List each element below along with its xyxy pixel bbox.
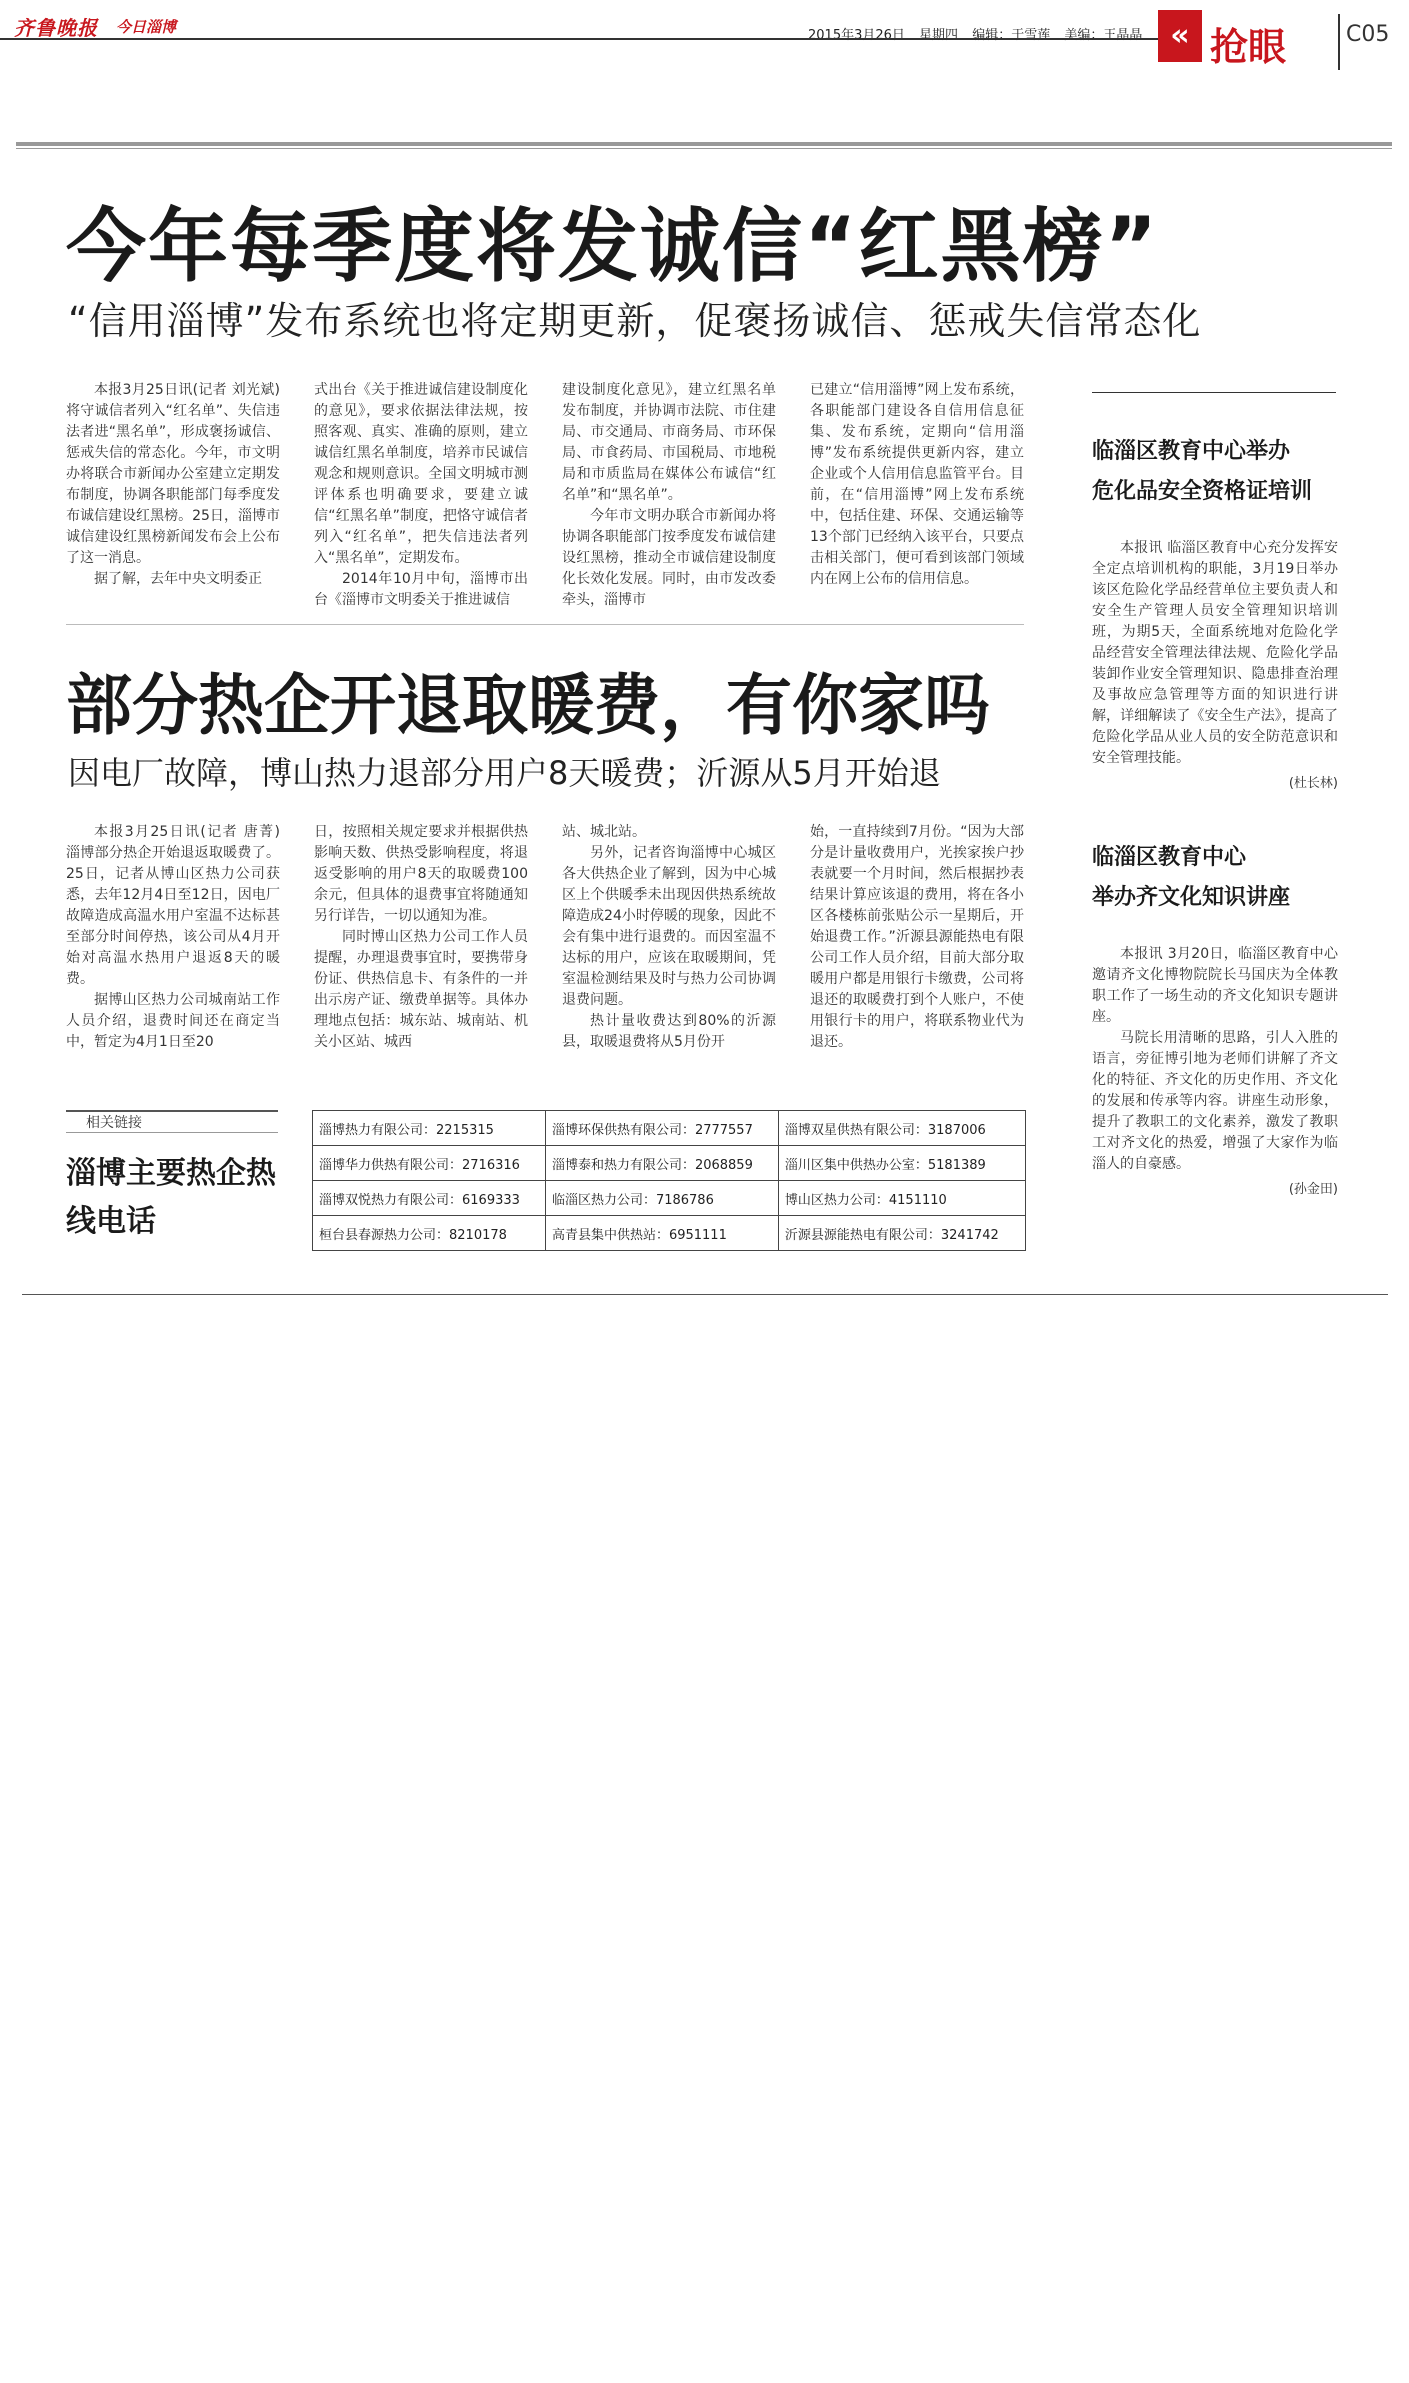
byline: (杜长林) xyxy=(1288,776,1338,791)
story-divider xyxy=(66,624,1024,625)
bottom-rule xyxy=(22,1294,1388,1295)
paragraph: 式出台《关于推进诚信建设制度化的意见》，要求依据法律法规，按照客观、真实、准确的原则，建立诚信红黑名单制度，培养市民诚信观念和规则意识。全国文明城市测评体系也明确要求，要建立诚信“红黑名单”制度，把恪守诚信者列入“红名单”，把失信违法者列入“黑名单”，定期发布。 xyxy=(314,382,528,566)
paragraph: 日，按照相关规定要求并根据供热影响天数、供热受影响程度，将退返受影响的用户8天的取暖费100余元，但具体的退费事宜将随通知另行详告，一切以通知为准。 xyxy=(314,824,528,924)
paragraph: 同时博山区热力公司工作人员提醒，办理退费事宜时，要携带身份证、供热信息卡、有条件的一并出示房产证、缴费单据等。具体办理地点包括：城东站、城南站、机关小区站、城西 xyxy=(314,929,528,1050)
paragraph: 2014年10月中旬，淄博市出台《淄博市文明委关于推进诚信 xyxy=(314,571,528,608)
headline-line: 临淄区教育中心 xyxy=(1092,845,1247,870)
table-row xyxy=(313,1146,1026,1181)
paragraph: 据博山区热力公司城南站工作人员介绍，退费时间还在商定当中，暂定为4月1日至20 xyxy=(66,992,280,1050)
paragraph: 本报讯 临淄区教育中心充分发挥安全定点培训机构的职能，3月19日举办该区危险化学品经营单位主要负责人和安全生产管理人员安全管理知识培训班，为期5天，全面系统地对危险化学品经营安全管理法律法规、危险化学品装卸作业安全管理知识、隐患排查治理及事故应急管理等方面的知识进行讲解，详细解读了《安全生产法》，提高了危险化学品从业人员的安全防范意识和安全管理技能。 xyxy=(1092,540,1338,766)
story1-column-4 xyxy=(810,380,1024,590)
paragraph: 本报3月25日讯(记者 唐菁) 淄博部分热企开始退返取暖费了。25日，记者从博山区热力公司获悉，去年12月4日至12日，因电厂故障造成高温水用户室温不达标甚至部分时间停热，该公司从4月开始对高温水热用户退返8天的暖费。 xyxy=(66,824,280,987)
hotline-table xyxy=(312,1110,1026,1251)
paragraph: 今年市文明办联合市新闻办将协调各职能部门按季度发布诚信建设红黑榜，推动全市诚信建设制度化长效化发展。同时，由市发改委牵头，淄博市 xyxy=(562,508,776,608)
paper-name: 齐鲁晚报 xyxy=(14,16,98,40)
paragraph: 已建立“信用淄博”网上发布系统，各职能部门建设各自信用信息征集、发布系统，定期向“信用淄博”发布系统提供更新内容，建立企业或个人信用信息监管平台。目前，在“信用淄博”网上发布系统中，包括住建、环保、交通运输等13个部门已经纳入该平台，只要点击相关部门，便可看到该部门领域内在网上公布的信用信息。 xyxy=(810,382,1024,587)
chevron-left-icon: « xyxy=(1158,10,1202,62)
related-tag-label: 相关链接 xyxy=(86,1115,142,1131)
table-cell: 高青县集中供热站：6951111 xyxy=(545,1216,778,1251)
related-tag xyxy=(66,1110,278,1133)
table-cell: 淄博泰和热力有限公司：2068859 xyxy=(545,1146,778,1181)
byline: (孙金田) xyxy=(1288,1182,1338,1197)
story2-column-4 xyxy=(810,822,1024,1053)
paragraph: 始，一直持续到7月份。“因为大部分是计量收费用户，光挨家挨户抄表就要一个月时间，然后根据抄表结果计算应该退的费用，将在各小区各楼栋前张贴公示一星期后，开始退费工作。”沂源县源能热电有限公司工作人员介绍，目前大部分取暖用户都是用银行卡缴费，公司将退还的取暖费打到个人账户，不使用银行卡的用户，将联系物业代为退还。 xyxy=(810,824,1024,1050)
sidebar-story2-headline xyxy=(1092,838,1352,918)
dateline xyxy=(808,24,1152,43)
table-cell: 淄博环保供热有限公司：2777557 xyxy=(545,1111,778,1146)
table-cell: 桓台县春源热力公司：8210178 xyxy=(313,1216,546,1251)
paragraph: 马院长用清晰的思路，引人入胜的语言，旁征博引地为老师们讲解了齐文化的特征、齐文化的历史作用、齐文化的发展和传承等内容。讲座生动形象，提升了教职工的文化素养，激发了教职工对齐文化的热爱，增强了大家作为临淄人的自豪感。 xyxy=(1092,1030,1338,1172)
table-cell: 临淄区热力公司：7186786 xyxy=(545,1181,778,1216)
page-tag: 抢眼 xyxy=(1210,25,1287,69)
top-divider xyxy=(16,142,1392,146)
headline-line: 临淄区教育中心举办 xyxy=(1092,439,1291,464)
issue-date: 2015年3月26日 xyxy=(808,28,905,43)
paragraph: 本报讯 3月20日，临淄区教育中心邀请齐文化博物院院长马国庆为全体教职工作了一场生动的齐文化知识专题讲座。 xyxy=(1092,946,1338,1025)
designer-credit: 美编：王晶晶 xyxy=(1064,28,1143,43)
story1-column-1 xyxy=(66,380,280,590)
sidebar-story1-body xyxy=(1092,538,1338,794)
top-divider-thin xyxy=(16,148,1392,149)
header-rule xyxy=(0,38,1160,40)
issue-weekday: 星期四 xyxy=(919,28,959,43)
section-name: 今日淄博 xyxy=(116,18,177,36)
table-cell: 淄博双悦热力有限公司：6169333 xyxy=(313,1181,546,1216)
story1-column-2 xyxy=(314,380,528,611)
related-title: 淄博主要热企热线电话 xyxy=(66,1156,276,1239)
sidebar-rule xyxy=(1092,392,1336,393)
paragraph: 本报3月25日讯(记者 刘光斌) 将守诚信者列入“红名单”、失信违法者进“黑名单”，形成褒扬诚信、惩戒失信的常态化。今年，市文明办将联合市新闻办公室建立定期发布制度，协调各职能部门每季度发布诚信建设红黑榜。25日，淄博市诚信建设红黑榜新闻发布会上公布了这一消息。 xyxy=(66,382,280,566)
paragraph: 另外，记者咨询淄博中心城区各大供热企业了解到，因为中心城区上个供暖季未出现因供热系统故障造成24小时停暖的现象，因此不会有集中进行退费的。而因室温不达标的用户，应该在取暖期间，凭室温检测结果及时与热力公司协调退费问题。 xyxy=(562,845,776,1008)
story2-column-1 xyxy=(66,822,280,1053)
table-row xyxy=(313,1216,1026,1251)
table-cell: 博山区热力公司：4151110 xyxy=(778,1181,1025,1216)
table-cell: 沂源县源能热电有限公司：3241742 xyxy=(778,1216,1025,1251)
editor-credit: 编辑：于雪莲 xyxy=(972,28,1051,43)
paragraph: 据了解，去年中央文明委正 xyxy=(94,571,262,587)
sidebar-story1-headline xyxy=(1092,432,1352,512)
paragraph: 站、城北站。 xyxy=(562,824,646,840)
table-cell: 淄川区集中供热办公室：5181389 xyxy=(778,1146,1025,1181)
story2-column-2 xyxy=(314,822,528,1053)
tag-divider xyxy=(1338,14,1340,70)
table-row xyxy=(313,1181,1026,1216)
page-number: C05 xyxy=(1346,22,1390,47)
table-row xyxy=(313,1111,1026,1146)
story2-subheadline: 因电厂故障，博山热力退部分用户8天暖费；沂源从5月开始退 xyxy=(68,754,941,792)
table-cell: 淄博热力有限公司：2215315 xyxy=(313,1111,546,1146)
story1-subheadline: “信用淄博”发布系统也将定期更新，促褒扬诚信、惩戒失信常态化 xyxy=(68,299,1202,343)
paragraph: 建设制度化意见》，建立红黑名单发布制度，并协调市法院、市住建局、市交通局、市商务局、市环保局、市食药局、市国税局、市地税局和市质监局在媒体公布诚信“红名单”和“黑名单”。 xyxy=(562,382,776,503)
table-cell: 淄博华力供热有限公司：2716316 xyxy=(313,1146,546,1181)
headline-line: 举办齐文化知识讲座 xyxy=(1092,885,1291,910)
sidebar-story2-body xyxy=(1092,944,1338,1200)
story1-headline: 今年每季度将发诚信“红黑榜” xyxy=(66,200,1160,293)
story2-column-3 xyxy=(562,822,776,1053)
paragraph: 热计量收费达到80%的沂源县，取暖退费将从5月份开 xyxy=(562,1013,776,1050)
table-cell: 淄博双星供热有限公司：3187006 xyxy=(778,1111,1025,1146)
headline-line: 危化品安全资格证培训 xyxy=(1092,479,1313,504)
story2-headline: 部分热企开退取暖费，有你家吗 xyxy=(66,667,990,744)
story1-column-3 xyxy=(562,380,776,611)
